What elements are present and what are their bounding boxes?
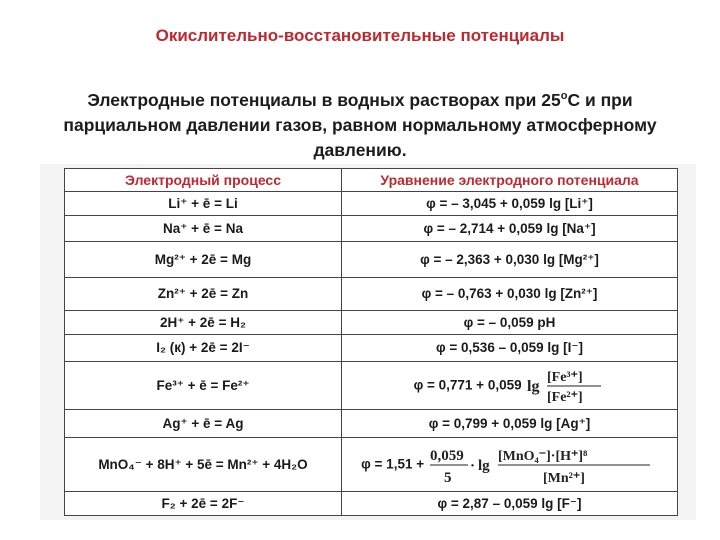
table-row <box>65 242 678 278</box>
formula-numerator: [Fe³⁺] <box>547 369 584 385</box>
formula-coef-denominator: 5 <box>443 469 452 486</box>
equation-cell: φ = 0,536 – 0,059 lg [I⁻] <box>342 335 678 362</box>
equation-text: φ = 1,51 + <box>361 456 425 472</box>
process-cell: Li⁺ + ē = Li <box>65 192 342 216</box>
equation-cell: φ = – 2,714 + 0,059 lg [Na⁺] <box>342 216 678 242</box>
table-row <box>65 335 678 362</box>
table-row <box>65 438 678 492</box>
process-cell: F₂ + 2ē = 2F⁻ <box>65 492 342 516</box>
page-subtitle <box>40 84 680 163</box>
process-cell: Na⁺ + ē = Na <box>65 216 342 242</box>
table-row <box>65 362 678 410</box>
table-row <box>65 410 678 438</box>
formula-denominator: [Fe²⁺] <box>547 389 584 405</box>
subtitle-part-1: Электродные потенциалы в водных растворах при 25 <box>87 89 561 110</box>
process-cell: Fe³⁺ + ē = Fe²⁺ <box>65 362 342 410</box>
process-cell: Ag⁺ + ē = Ag <box>65 410 342 438</box>
formula-coef-numerator: 0,059 <box>429 447 464 464</box>
equation-cell: φ = – 0,059 pH <box>342 311 678 335</box>
process-cell: I₂ (к) + 2ē = 2I⁻ <box>65 335 342 362</box>
potentials-table <box>64 168 678 516</box>
header-equation: Уравнение электродного потенциала <box>342 169 678 192</box>
log-ratio-formula-image <box>525 365 605 407</box>
equation-cell: φ = – 2,363 + 0,030 lg [Mg²⁺] <box>342 242 678 278</box>
process-cell: 2H⁺ + 2ē = H₂ <box>65 311 342 335</box>
equation-cell: φ = – 3,045 + 0,059 lg [Li⁺] <box>342 192 678 216</box>
process-cell: Zn²⁺ + 2ē = Zn <box>65 278 342 311</box>
table-row <box>65 492 678 516</box>
formula-lg: lg <box>527 377 540 395</box>
header-process: Электродный процесс <box>65 169 342 192</box>
equation-cell <box>342 438 678 492</box>
mno4-formula-image <box>428 442 658 488</box>
subtitle-part-2: С и при парциальном давлении газов, равном нормальному атмосферному давлению. <box>63 89 657 160</box>
formula-lg: lg <box>477 457 490 474</box>
degree-sign: o <box>560 90 568 102</box>
page-title: Окислительно-восстановительные потенциалы <box>155 26 565 45</box>
table-row <box>65 278 678 311</box>
equation-cell: φ = 0,799 + 0,059 lg [Ag⁺] <box>342 410 678 438</box>
equation-cell: φ = – 0,763 + 0,030 lg [Zn²⁺] <box>342 278 678 311</box>
table-row <box>65 192 678 216</box>
table-header-row <box>65 169 678 192</box>
equation-text: φ = 0,771 + 0,059 <box>413 377 522 393</box>
equation-cell <box>342 362 678 410</box>
process-cell: MnO₄⁻ + 8H⁺ + 5ē = Mn²⁺ + 4H₂O <box>65 438 342 492</box>
process-cell: Mg²⁺ + 2ē = Mg <box>65 242 342 278</box>
formula-dot: · <box>469 457 475 474</box>
table-row <box>65 216 678 242</box>
formula-numerator: [MnO₄⁻]·[H⁺]⁸ <box>497 448 588 464</box>
table-row <box>65 311 678 335</box>
equation-cell: φ = 2,87 – 0,059 lg [F⁻] <box>342 492 678 516</box>
formula-denominator: [Mn²⁺] <box>542 470 585 486</box>
